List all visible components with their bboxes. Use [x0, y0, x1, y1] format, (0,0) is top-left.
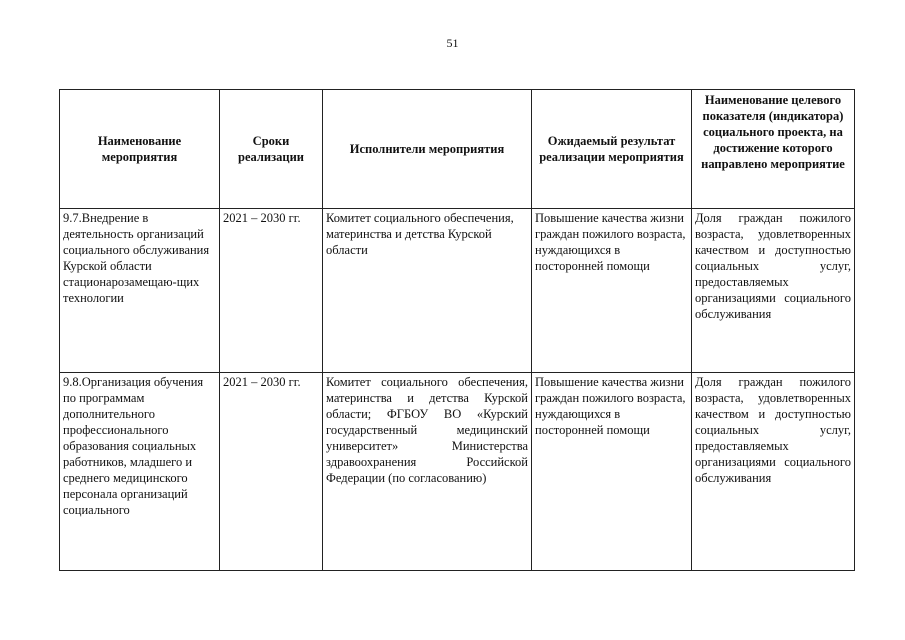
executors-text: Комитет социального обеспечения, материнства и детства Курской области	[326, 211, 514, 257]
header-executors: Исполнители мероприятия	[323, 90, 532, 209]
header-target-indicator: Наименование целевого показателя (индикатора) социального проекта, на достижение которого направлено мероприятие	[692, 90, 855, 209]
cell-target-indicator	[692, 209, 855, 373]
measure-name-text: 9.8.Организация обучения по программам дополнительного профессионального образования социальных работников, младшего и среднего медицинского персонала организаций социального	[63, 375, 204, 517]
period-text: 2021 – 2030 гг.	[223, 375, 301, 389]
cell-period	[220, 373, 323, 571]
cell-measure-name	[60, 209, 220, 373]
executors-text: Комитет социального обеспечения, материнства и детства Курской области; ФГБОУ ВО «Курский государственный медицинский университет» Министерства здравоохранения Российской Федерации (по согласованию)	[326, 375, 528, 485]
table-row	[60, 209, 855, 373]
cell-target-indicator	[692, 373, 855, 571]
cell-period	[220, 209, 323, 373]
target-indicator-text: Доля граждан пожилого возраста, удовлетворенных качеством и доступностью социальных услуг, предоставляемых организациями социального обслуживания	[695, 375, 851, 485]
header-expected-result: Ожидаемый результат реализации мероприятия	[532, 90, 692, 209]
expected-result-text: Повышение качества жизни граждан пожилого возраста, нуждающихся в посторонней помощи	[535, 211, 686, 273]
table-row	[60, 373, 855, 571]
target-indicator-text: Доля граждан пожилого возраста, удовлетворенных качеством и доступностью социальных услуг, предоставляемых организациями социального обслуживания	[695, 211, 851, 321]
cell-executors	[323, 373, 532, 571]
measures-table	[59, 89, 855, 571]
period-text: 2021 – 2030 гг.	[223, 211, 301, 225]
cell-executors	[323, 209, 532, 373]
table-header-row	[60, 90, 855, 209]
expected-result-text: Повышение качества жизни граждан пожилого возраста, нуждающихся в посторонней помощи	[535, 375, 686, 437]
cell-expected-result	[532, 373, 692, 571]
measure-name-text: 9.7.Внедрение в деятельность организаций социального обслуживания Курской области стационарозамещаю-щих технологии	[63, 211, 210, 305]
header-measure-name: Наименование мероприятия	[60, 90, 220, 209]
header-period: Сроки реализации	[220, 90, 323, 209]
cell-measure-name	[60, 373, 220, 571]
page-number: 51	[446, 36, 459, 50]
cell-expected-result	[532, 209, 692, 373]
